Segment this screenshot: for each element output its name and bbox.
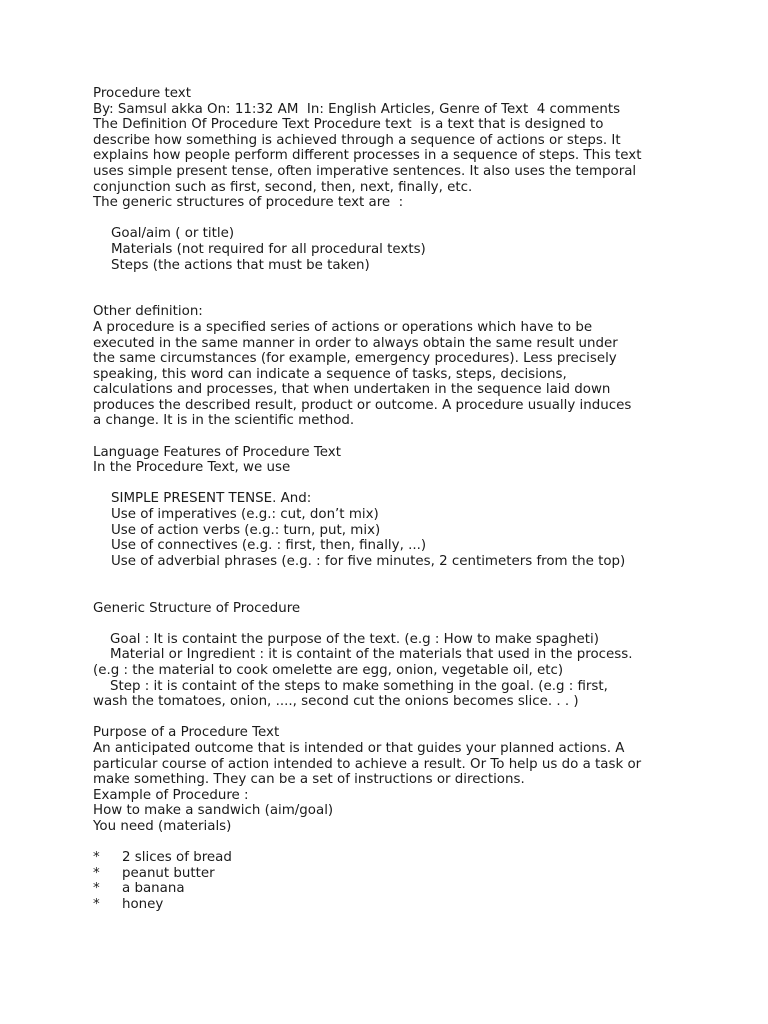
list-item: Goal : It is containt the purpose of the text. (e.g : How to make spagheti)	[93, 631, 599, 647]
language-features-section	[93, 445, 693, 476]
paragraph-line: The generic structures of procedure text are :	[93, 195, 404, 211]
list-item: Steps (the actions that must be taken)	[111, 257, 370, 273]
list-item	[93, 897, 693, 913]
blank-line	[93, 476, 693, 492]
blank-line	[93, 569, 693, 585]
list-item-label: peanut butter	[122, 865, 215, 881]
paragraph-line: executed in the same manner in order to always obtain the same result under	[93, 335, 618, 351]
list-item: SIMPLE PRESENT TENSE. And:	[111, 491, 312, 507]
paragraph-line: An anticipated outcome that is intended or that guides your planned actions. A	[93, 740, 625, 756]
list-item: Use of action verbs (e.g.: turn, put, mix)	[111, 522, 381, 538]
list-item-continuation: wash the tomatoes, onion, ...., second cut the onions becomes slice. . . )	[93, 694, 579, 710]
paragraph-line: explains how people perform different processes in a sequence of steps. This text	[93, 148, 642, 164]
paragraph-line: speaking, this word can indicate a sequence of tasks, steps, decisions,	[93, 366, 567, 382]
structures-list	[93, 226, 693, 273]
section-heading: Other definition:	[93, 304, 203, 320]
paragraph-line: make something. They can be a set of instructions or directions.	[93, 772, 525, 788]
other-definition-section	[93, 304, 693, 429]
paragraph-line: conjunction such as first, second, then, next, finally, etc.	[93, 179, 473, 195]
language-features-list	[93, 491, 693, 569]
paragraph-line: calculations and processes, that when undertaken in the sequence laid down	[93, 382, 611, 398]
blank-line	[93, 835, 693, 851]
paragraph-line: You need (materials)	[93, 818, 232, 834]
section-heading: Language Features of Procedure Text	[93, 444, 341, 460]
paragraph-line: In the Procedure Text, we use	[93, 460, 291, 476]
paragraph-line: Example of Procedure :	[93, 787, 249, 803]
purpose-section	[93, 725, 693, 834]
intro-section	[93, 86, 693, 211]
document-title: Procedure text	[93, 86, 191, 101]
list-item: Use of connectives (e.g. : first, then, finally, ...)	[111, 538, 427, 554]
paragraph-line: describe how something is achieved through a sequence of actions or steps. It	[93, 132, 621, 148]
section-heading: Generic Structure of Procedure	[93, 600, 301, 616]
section-heading: Purpose of a Procedure Text	[93, 725, 280, 741]
list-item	[93, 866, 693, 882]
list-item-label: honey	[122, 896, 164, 912]
materials-list	[93, 850, 693, 912]
list-item: Use of adverbial phrases (e.g. : for five minutes, 2 centimeters from the top)	[111, 553, 626, 569]
blank-line	[93, 429, 693, 445]
paragraph-line: produces the described result, product or outcome. A procedure usually induces	[93, 397, 632, 413]
blank-line	[93, 289, 693, 305]
paragraph-line: a change. It is in the scientific method.	[93, 413, 355, 429]
paragraph-line: How to make a sandwich (aim/goal)	[93, 803, 334, 819]
list-item-label: a banana	[122, 881, 185, 897]
blank-line	[93, 273, 693, 289]
list-item: Use of imperatives (e.g.: cut, don’t mix)	[111, 507, 379, 523]
blank-line	[93, 585, 693, 601]
bullet-marker: *	[93, 896, 100, 912]
byline: By: Samsul akka On: 11:32 AM In: English Articles, Genre of Text 4 comments	[93, 101, 621, 117]
bullet-marker: *	[93, 850, 100, 866]
paragraph-line: particular course of action intended to achieve a result. Or To help us do a task or	[93, 756, 642, 772]
blank-line	[93, 710, 693, 726]
paragraph-line: the same circumstances (for example, emergency procedures). Less precisely	[93, 351, 617, 367]
list-item-continuation: (e.g : the material to cook omelette are egg, onion, vegetable oil, etc)	[93, 662, 564, 678]
list-item: Step : it is containt of the steps to make something in the goal. (e.g : first,	[93, 678, 608, 694]
list-item: Material or Ingredient : it is containt of the materials that used in the process.	[93, 647, 633, 663]
list-item	[93, 850, 693, 866]
blank-line	[93, 211, 693, 227]
blank-line	[93, 616, 693, 632]
list-item-label: 2 slices of bread	[122, 850, 232, 866]
document-page	[93, 86, 693, 912]
list-item: Goal/aim ( or title)	[111, 226, 235, 242]
paragraph-line: A procedure is a specified series of actions or operations which have to be	[93, 319, 593, 335]
paragraph-line: The Definition Of Procedure Text Procedure text is a text that is designed to	[93, 117, 604, 133]
bullet-marker: *	[93, 865, 100, 881]
list-item	[93, 881, 693, 897]
list-item: Materials (not required for all procedural texts)	[111, 241, 426, 257]
paragraph-line: uses simple present tense, often imperative sentences. It also uses the temporal	[93, 163, 637, 179]
bullet-marker: *	[93, 881, 100, 897]
generic-structure-list	[93, 632, 693, 710]
